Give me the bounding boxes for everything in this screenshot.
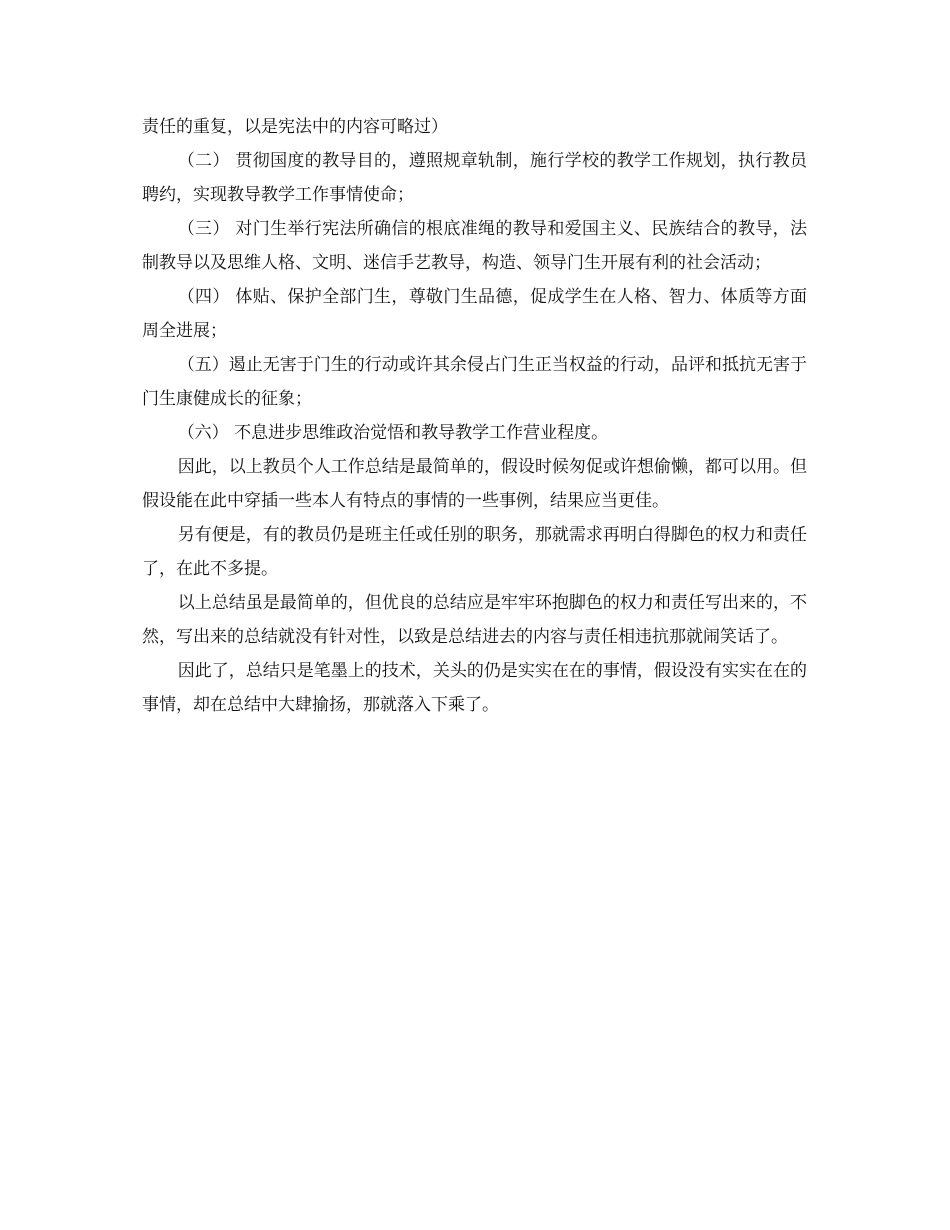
list-item-5: （五）遏止无害于门生的行动或许其余侵占门生正当权益的行动，品评和抵抗无害于门生康健成长的征象；: [142, 355, 807, 409]
list-item-2: （二） 贯彻国度的教导目的，遵照规章轨制，施行学校的教学工作规划，执行教员聘约，实现教导教学工作事情使命；: [142, 151, 807, 205]
body-paragraph-summary-usage: 因此，以上教员个人工作总结是最简单的，假设时候匆促或许想偷懒，都可以用。但假设能在此中穿插一些本人有特点的事情的一些事例，结果应当更佳。: [142, 457, 807, 511]
list-item-3: （三） 对门生举行宪法所确信的根底准绳的教导和爱国主义、民族结合的教导，法制教导以及思维人格、文明、迷信手艺教导，构造、领导门生开展有利的社会活动；: [142, 219, 807, 273]
body-paragraph-other-roles: 另有便是，有的教员仍是班主任或任别的职务，那就需求再明白得脚色的权力和责任了，在此不多提。: [142, 525, 807, 579]
paragraph-continuation: 责任的重复，以是宪法中的内容可略过）: [142, 117, 448, 137]
body-paragraph-conclusion: 因此了，总结只是笔墨上的技术，关头的仍是实实在在的事情，假设没有实实在在的事情，却在总结中大肆揄扬，那就落入下乘了。: [142, 661, 807, 715]
document-page: [142, 110, 807, 722]
list-item-6: （六） 不息进步思维政治觉悟和教导教学工作营业程度。: [177, 423, 609, 443]
body-paragraph-good-summary: 以上总结虽是最简单的，但优良的总结应是牢牢环抱脚色的权力和责任写出来的，不然，写出来的总结就没有针对性，以致是总结进去的内容与责任相违抗那就闹笑话了。: [142, 593, 807, 647]
list-item-4: （四） 体贴、保护全部门生，尊敬门生品德，促成学生在人格、智力、体质等方面周全进展；: [142, 287, 807, 341]
